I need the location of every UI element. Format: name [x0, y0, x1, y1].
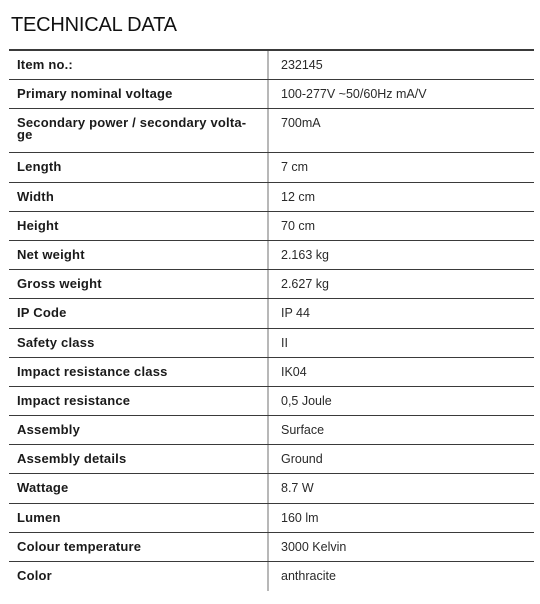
row-label: Impact resistance [9, 387, 269, 415]
row-label: Height [9, 212, 269, 240]
row-value: 700mA [281, 116, 321, 131]
row-value: Surface [281, 423, 325, 438]
row-label: Gross weight [9, 270, 269, 298]
row-value: anthracite [281, 569, 336, 583]
table-row [9, 533, 534, 562]
table-row [9, 474, 534, 503]
row-label: Assembly details [9, 445, 269, 473]
table-row [9, 212, 534, 241]
table-row [9, 504, 534, 533]
row-label: Primary nominal voltage [9, 80, 269, 108]
row-label: Lumen [9, 504, 269, 532]
row-label: Length [9, 153, 269, 181]
row-value: 12 cm [281, 189, 316, 204]
row-value: 232145 [281, 58, 323, 72]
table-row [9, 153, 534, 182]
page-title: TECHNICAL DATA [11, 14, 177, 36]
table-row [9, 270, 534, 299]
row-label: Colour temperature [9, 533, 269, 561]
table-row [9, 562, 534, 591]
table-row [9, 241, 534, 270]
row-label: Wattage [9, 474, 269, 502]
row-label: Width [9, 183, 269, 211]
row-value: IP 44 [281, 306, 310, 321]
row-value: 2.163 kg [281, 247, 329, 262]
row-label: Item no.: [9, 51, 269, 79]
row-value: 7 cm [281, 160, 309, 175]
row-value: 100-277V ~50/60Hz mA/V [281, 87, 427, 102]
row-label: IP Code [9, 299, 269, 327]
row-value: 160 lm [281, 510, 319, 525]
row-value: 2.627 kg [281, 277, 329, 292]
technical-data-table [9, 49, 534, 591]
table-row [9, 387, 534, 416]
row-value: II [281, 335, 288, 350]
row-label: Impact resistance class [9, 358, 269, 386]
row-label: Secondary power / secondary volta-ge [9, 109, 269, 152]
row-label: Color [9, 562, 269, 591]
table-row [9, 109, 534, 153]
table-row [9, 416, 534, 445]
row-value: 70 cm [281, 218, 316, 233]
row-label: Assembly [9, 416, 269, 444]
row-label: Safety class [9, 329, 269, 357]
row-value: 0,5 Joule [281, 393, 332, 408]
row-label: Net weight [9, 241, 269, 269]
table-row [9, 80, 534, 109]
table-row [9, 329, 534, 358]
row-value: Ground [281, 452, 323, 467]
table-row [9, 445, 534, 474]
table-row [9, 183, 534, 212]
row-value: IK04 [281, 364, 307, 379]
row-value: 3000 Kelvin [281, 539, 347, 554]
table-row [9, 358, 534, 387]
table-row [9, 299, 534, 328]
row-value: 8.7 W [281, 481, 314, 496]
table-row [9, 51, 534, 80]
